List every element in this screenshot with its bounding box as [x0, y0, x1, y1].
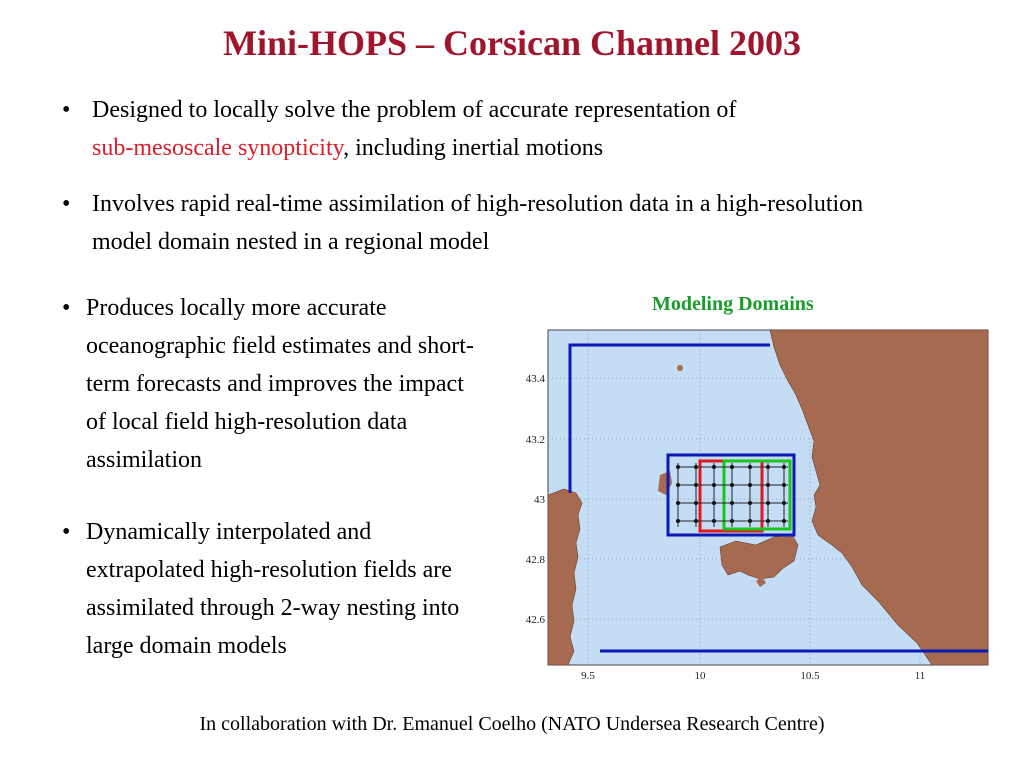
bullet-4-text: Dynamically interpolated and extrapolated high-resolution fields are assimilated through 2-way nesting into large domain models: [86, 519, 460, 659]
page-title: Mini-HOPS – Corsican Channel 2003: [222, 23, 802, 63]
y-tick-label: 43: [534, 494, 545, 506]
y-tick-label: 42.6: [525, 614, 545, 626]
bullet-symbol: •: [62, 519, 71, 545]
footer-credit: In collaboration with Dr. Emanuel Coelho (NATO Undersea Research Centre): [199, 713, 825, 735]
bullet-4: [62, 513, 482, 665]
x-tick-label: 11: [914, 670, 926, 682]
bullet-1-text: Designed to locally solve the problem of accurate representation of: [92, 97, 737, 123]
x-tick-label: 10.5: [800, 670, 820, 682]
bullet-1: [62, 91, 962, 167]
bullet-3-text: Produces locally more accurate oceanographic field estimates and short-term forecasts and improves the impact of local field high-resolution data assimilation: [86, 295, 474, 473]
bullet-1-text-end: , including inertial motions: [343, 135, 604, 161]
bullet-symbol: •: [62, 97, 71, 123]
gorgona-island: [677, 365, 683, 371]
bullet-symbol: •: [62, 191, 71, 217]
y-tick-label: 43.4: [525, 373, 545, 385]
bullet-2-text: Involves rapid real-time assimilation of high-resolution data in a high-resolution model domain nested in a regional model: [92, 191, 864, 255]
y-tick-label: 42.8: [525, 554, 545, 566]
bullet-1-highlight: sub-mesoscale synopticity: [92, 135, 344, 161]
y-tick-label: 43.2: [525, 434, 545, 446]
modeling-domains-map: [512, 325, 992, 687]
x-tick-label: 10: [694, 670, 706, 682]
figure-caption: Modeling Domains: [652, 293, 814, 315]
bullet-symbol: •: [62, 295, 71, 321]
x-tick-label: 9.5: [581, 670, 595, 682]
bullet-3: [62, 289, 482, 479]
bullet-2: [62, 185, 922, 261]
